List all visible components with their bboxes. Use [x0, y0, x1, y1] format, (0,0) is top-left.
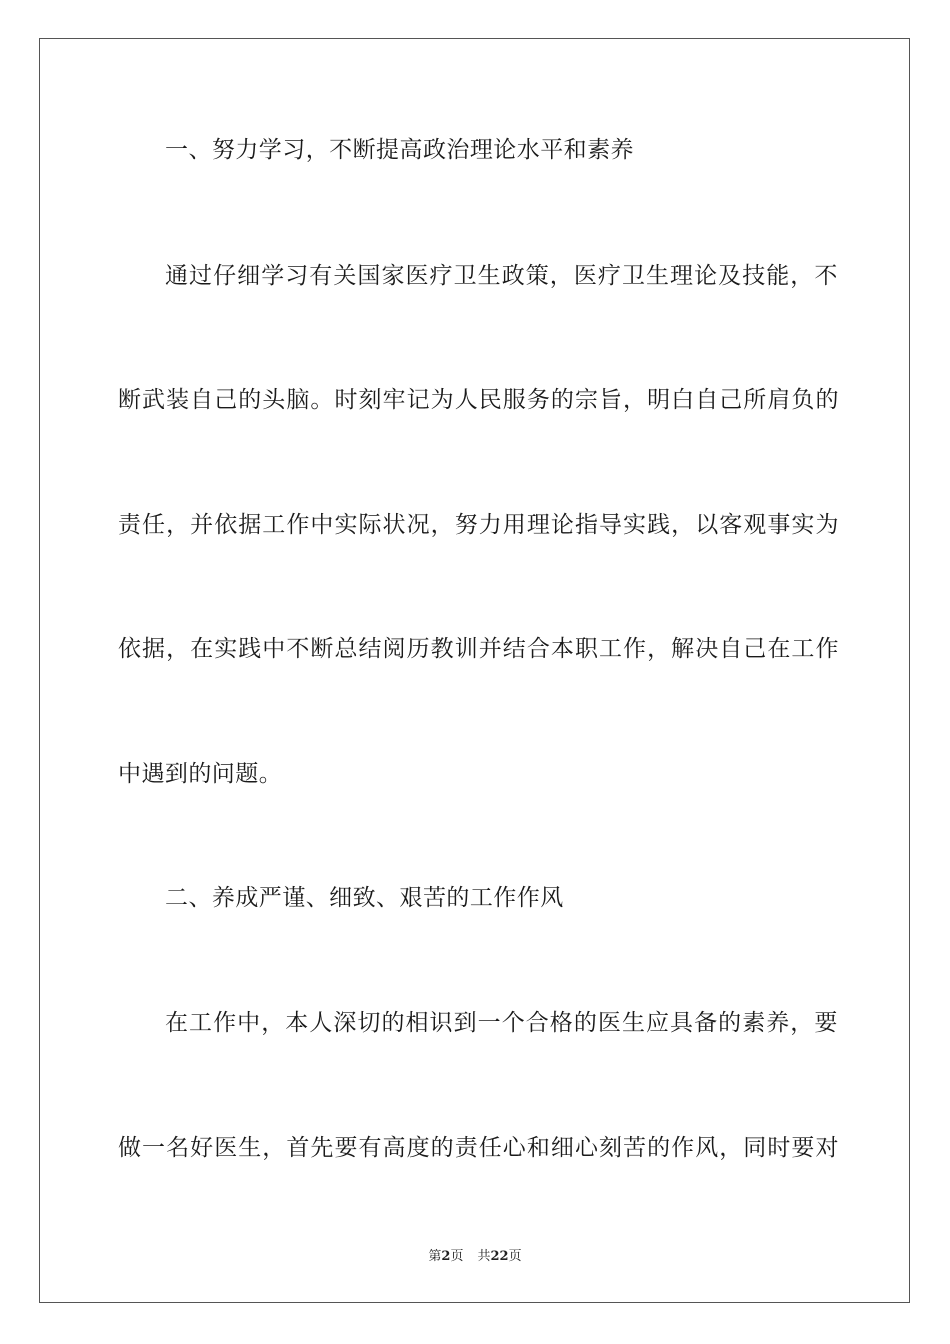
current-page-number: 2 — [441, 1249, 451, 1264]
section-heading-1: 一、努力学习，不断提高政治理论水平和素养 — [165, 137, 634, 163]
paragraph-line: 断武装自己的头脑。时刻牢记为人民服务的宗旨，明白自己所肩负的 — [118, 387, 840, 413]
total-prefix: 共 — [477, 1249, 491, 1264]
paragraph-line: 中遇到的问题。 — [118, 761, 283, 787]
total-suffix: 页 — [508, 1249, 522, 1264]
total-pages-number: 22 — [490, 1249, 509, 1264]
page-footer — [0, 1248, 950, 1266]
paragraph-line: 做一名好医生，首先要有高度的责任心和细心刻苦的作风，同时要对 — [118, 1135, 840, 1161]
page-suffix: 页 — [450, 1249, 464, 1264]
page-border — [39, 38, 910, 1303]
paragraph-line: 在工作中，本人深切的相识到一个合格的医生应具备的素养，要 — [165, 1010, 839, 1036]
section-heading-2: 二、养成严谨、细致、艰苦的工作作风 — [165, 885, 564, 911]
page-prefix: 第 — [428, 1249, 442, 1264]
paragraph-line: 依据，在实践中不断总结阅历教训并结合本职工作，解决自己在工作 — [118, 636, 840, 662]
paragraph-line: 通过仔细学习有关国家医疗卫生政策，医疗卫生理论及技能，不 — [165, 263, 839, 289]
paragraph-line: 责任，并依据工作中实际状况，努力用理论指导实践，以客观事实为 — [118, 512, 840, 538]
